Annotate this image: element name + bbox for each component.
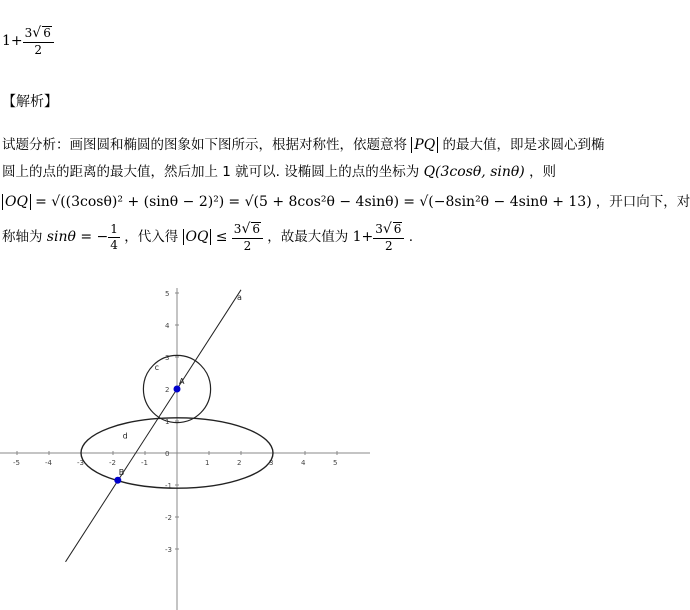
equation-part-1: = √((3cosθ)² + (sinθ − 2)²): [35, 194, 225, 210]
final-fraction: $\frac{3√ 6}{2}$: [373, 222, 404, 252]
answer-lead: 1+: [2, 33, 23, 50]
analysis-text-1: 试题分析：画图圆和椭圆的图象如下图所示，根据对称性，依题意将: [2, 137, 407, 153]
oq-abs-2: OQ: [183, 229, 212, 245]
x-tick-label: -4: [45, 459, 52, 467]
y-tick-label: 2: [165, 386, 170, 394]
leq-symbol: ≤: [215, 229, 228, 246]
graph-labels: [119, 293, 242, 477]
x-tick-label: -2: [109, 459, 116, 467]
analysis-text-4-mid2: ，故最大值为: [267, 229, 349, 246]
axis-fraction: [108, 223, 120, 251]
y-tick-label: 5: [165, 290, 170, 298]
analysis-text-4-start: 称轴为: [2, 229, 43, 246]
final-dot: .: [408, 229, 414, 246]
answer-radicand: 6: [43, 26, 51, 40]
analysis-line-3: [2, 190, 690, 210]
axis-equation: sinθ = −: [46, 229, 109, 246]
final-coef: 3: [375, 222, 383, 236]
pq-abs: PQ: [411, 137, 438, 153]
analysis-text-3-end: ，开口向下，对: [595, 194, 690, 210]
analysis-text-2-end: ，则: [529, 164, 557, 180]
bound-fraction: $\frac{3√ 6}{2}$: [232, 222, 263, 252]
y-tick-label: 1: [165, 418, 170, 426]
y-tick-label: 4: [165, 322, 170, 330]
x-tick-label: 2: [237, 459, 242, 467]
answer-expression: [2, 26, 54, 56]
axis-fraction-num: 1: [110, 222, 118, 237]
x-tick-label: 4: [301, 459, 306, 467]
line-label: a: [237, 292, 242, 302]
x-tick-label: 1: [205, 459, 210, 467]
equation-part-2: = √(5 + 8cos²θ − 4sinθ): [228, 194, 400, 210]
point-a: [174, 386, 181, 393]
y-tick-label: 3: [165, 354, 170, 362]
x-tick-label: -3: [77, 459, 84, 467]
final-den: 2: [385, 238, 393, 253]
section-title: 【解析】: [2, 94, 58, 110]
answer-coef: 3: [24, 26, 33, 40]
x-tick-label: -5: [13, 459, 20, 467]
point-b: [114, 477, 121, 484]
answer-fraction: $\frac{3√ 6}{2}$: [23, 26, 54, 56]
geometry-graph: [0, 280, 372, 610]
y-tick-label: -1: [165, 482, 172, 490]
analysis-line-2: [2, 160, 556, 180]
circle-label: c: [154, 362, 160, 372]
analysis-line-1: [2, 133, 605, 153]
analysis-text-1-end: 的最大值，即是求圆心到椭: [442, 137, 605, 153]
line-a: [66, 290, 241, 562]
axis-fraction-den: 4: [110, 237, 118, 252]
y-tick-label: -3: [165, 546, 172, 554]
equation-part-3: = √(−8sin²θ − 4sinθ + 13): [403, 194, 592, 210]
coordinate-axes: [0, 288, 370, 610]
y-tick-label: 0: [165, 450, 170, 458]
q-coordinate: Q(3cosθ, sinθ): [423, 164, 525, 180]
analysis-line-4: [2, 222, 413, 252]
analysis-text-2: 圆上的点的距离的最大值，然后加上 1 就可以. 设椭圆上的点的坐标为: [2, 164, 420, 180]
final-lead: 1+: [352, 229, 374, 246]
bound-den: 2: [243, 238, 252, 253]
answer-denominator: 2: [34, 42, 43, 57]
ellipse-label: d: [122, 431, 128, 441]
x-tick-label: 5: [333, 459, 338, 467]
point-b-label: B: [118, 468, 125, 478]
bound-coef: 3: [233, 222, 242, 236]
oq-abs: OQ: [2, 194, 31, 210]
analysis-text-4-mid: ，代入得: [124, 229, 179, 246]
x-tick-label: 3: [269, 459, 274, 467]
final-radicand: 6: [393, 222, 402, 236]
bound-radicand: 6: [252, 222, 260, 236]
point-a-label: A: [179, 377, 185, 386]
y-tick-label: -2: [165, 514, 172, 522]
x-tick-label: -1: [141, 459, 148, 467]
